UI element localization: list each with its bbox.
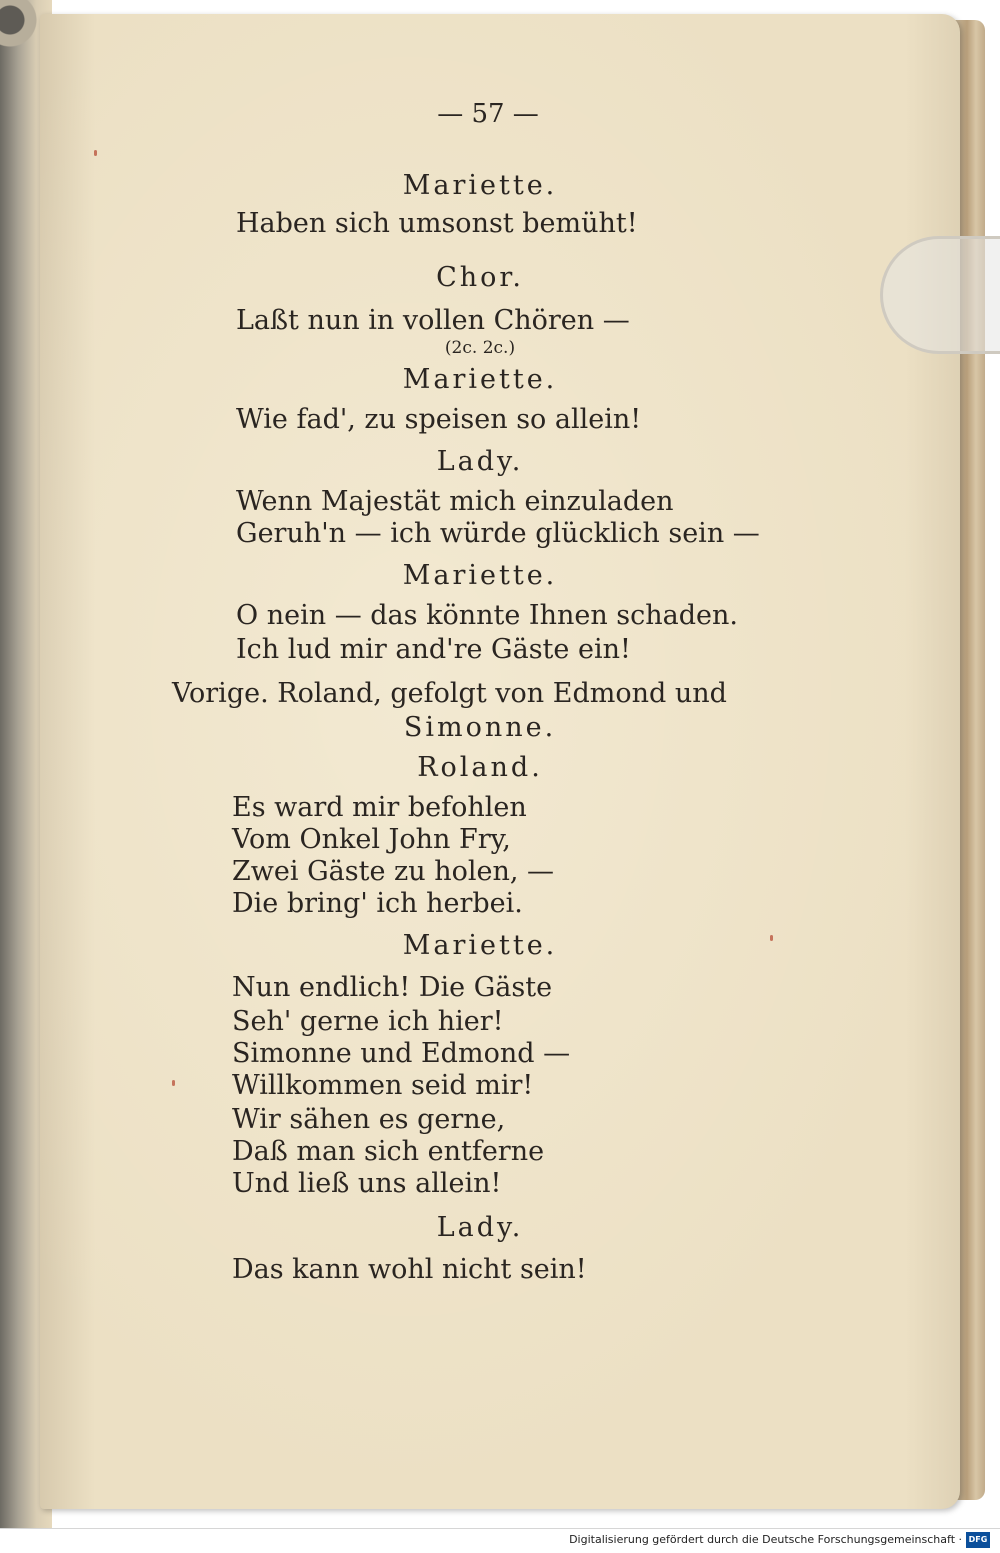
speaker-name: Lady. [436,446,524,477]
speaker-name: Mariette. [402,930,558,961]
verse-line: Geruh'n — ich würde glücklich sein — [236,518,760,549]
page-number: — 57 — [437,99,539,129]
dfg-logo: DFG [966,1532,990,1548]
paper-speck [770,935,773,941]
verse-line: Daß man sich entferne [232,1136,545,1167]
verse-line: Vom Onkel John Fry, [232,824,511,855]
verse-line: Wie fad', zu speisen so allein! [236,404,642,435]
stage-direction: Simonne. [403,712,557,743]
verse-line: Simonne und Edmond — [232,1038,571,1069]
verse-line: Nun endlich! Die Gäste [232,972,553,1003]
paper-speck [172,1080,175,1086]
verse-line: Wir sähen es gerne, [232,1104,506,1135]
verse-line: Willkommen seid mir! [232,1070,534,1101]
speaker-name: Roland. [417,752,543,783]
speaker-name: Chor. [436,262,524,293]
verse-line: Seh' gerne ich hier! [232,1006,504,1037]
stage-note: (2c. 2c.) [444,338,516,358]
page-clip [880,236,1000,354]
digitization-footer [0,1528,1000,1553]
verse-line: Haben sich umsonst bemüht! [236,208,638,239]
verse-line: Laßt nun in vollen Chören — [236,305,630,336]
speaker-name: Mariette. [402,364,558,395]
paper-speck [94,150,97,156]
verse-line: Die bring' ich herbei. [232,888,523,919]
verse-line: Und ließ uns allein! [232,1168,502,1199]
footer-credit: Digitalisierung gefördert durch die Deutsche Forschungsgemeinschaft · [569,1533,962,1546]
verse-line: Zwei Gäste zu holen, — [232,856,555,887]
speaker-name: Mariette. [402,560,558,591]
verse-line: Ich lud mir and're Gäste ein! [236,634,631,665]
verse-line: Es ward mir befohlen [232,792,527,823]
verse-line: Wenn Majestät mich einzuladen [236,486,674,517]
speaker-name: Mariette. [402,170,558,201]
speaker-name: Lady. [436,1212,524,1243]
verse-line: O nein — das könnte Ihnen schaden. [236,600,738,631]
verse-line: Das kann wohl nicht sein! [232,1254,587,1285]
stage-direction: Vorige. Roland, gefolgt von Edmond und [172,678,727,709]
